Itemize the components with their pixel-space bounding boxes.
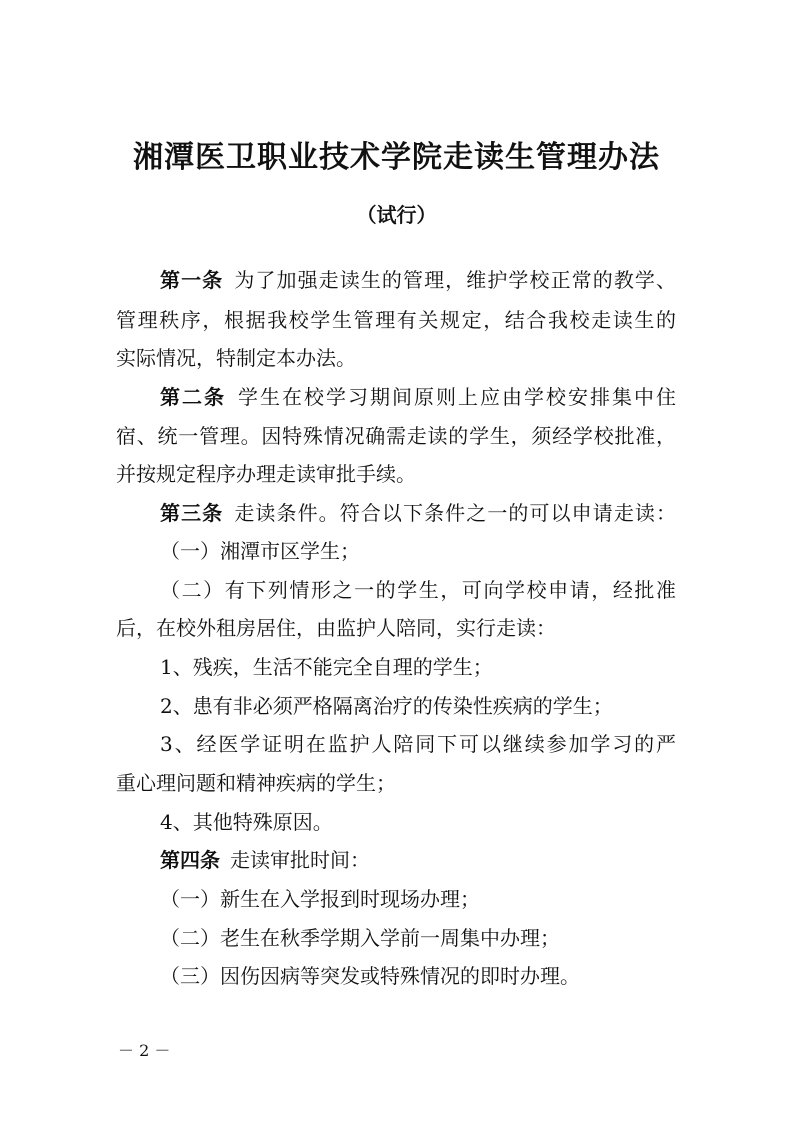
article-2-label: 第二条 — [160, 385, 226, 409]
article-1-label: 第一条 — [160, 268, 224, 292]
article-2-line-2: 宿、统一管理。因特殊情况确需走读的学生，须经学校批准， — [116, 424, 676, 448]
article-1-line-1 — [116, 262, 676, 298]
article-4-text: 走读审批时间： — [230, 848, 370, 872]
article-3-item-1: （一）湘潭市区学生； — [160, 539, 360, 563]
document-title: 湘潭医卫职业技术学院走读生管理办法 — [133, 140, 660, 175]
article-1-line-2: 管理秩序，根据我校学生管理有关规定，结合我校走读生的 — [116, 308, 676, 332]
article-4-item-1: （一）新生在入学报到时现场办理； — [160, 887, 480, 911]
article-2-line-1 — [116, 379, 676, 415]
article-1-text: 为了加强走读生的管理，维护学校正常的教学、 — [233, 268, 676, 292]
article-3-label: 第三条 — [160, 501, 224, 525]
article-4-item-3: （三）因伤因病等突发或特殊情况的即时办理。 — [160, 964, 580, 988]
article-4-item-2: （二）老生在秋季学期入学前一周集中办理； — [160, 926, 560, 950]
article-3-text: 走读条件。符合以下条件之一的可以申请走读： — [233, 501, 676, 525]
article-3-item-4: 2、患有非必须严格隔离治疗的传染性疾病的学生； — [160, 694, 613, 718]
article-3-item-5-line-2: 重心理问题和精神疾病的学生； — [116, 771, 396, 795]
article-3-item-6: 4、其他特殊原因。 — [160, 810, 333, 834]
article-3-item-3: 1、残疾，生活不能完全自理的学生； — [160, 655, 493, 679]
article-3-line-1 — [116, 495, 676, 531]
article-3-item-5-line-1: 3、经医学证明在监护人陪同下可以继续参加学习的严 — [160, 732, 676, 756]
document-subtitle: （试行） — [356, 203, 437, 227]
article-2-line-3: 并按规定程序办理走读审批手续。 — [116, 462, 416, 486]
article-4-line-1 — [116, 842, 676, 878]
page-number: － 2 － — [118, 1041, 171, 1060]
article-3-item-2-line-2: 后，在校外租房居住，由监护人陪同，实行走读： — [116, 616, 556, 640]
article-2-text: 学生在校学习期间原则上应由学校安排集中住 — [236, 385, 676, 409]
article-4-label: 第四条 — [160, 848, 220, 872]
article-1-line-3: 实际情况，特制定本办法。 — [116, 346, 356, 370]
article-3-item-2-line-1: （二）有下列情形之一的学生，可向学校申请，经批准 — [160, 578, 676, 602]
